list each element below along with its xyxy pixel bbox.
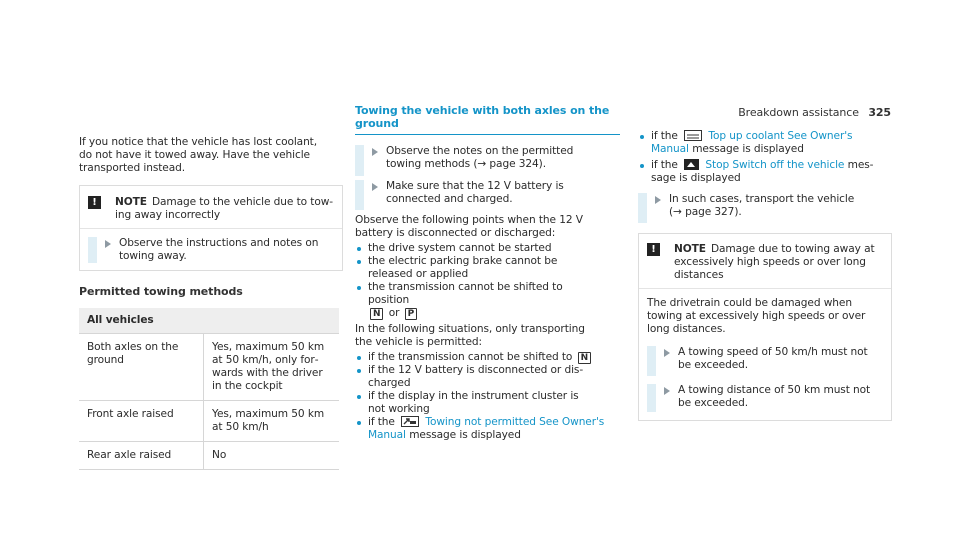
msg-post: message is displayed (692, 143, 804, 155)
note-step2: A towing distance of 50 km must not be exceeded. (678, 384, 871, 409)
coolant-intro: If you notice that the vehicle has lost coolant, do not have it towed away. Have the vehicle transported instead. (79, 136, 318, 174)
msg-post: message is displayed (651, 159, 874, 184)
messages-list (638, 130, 892, 185)
following-intro: In the following situations, only transporting the vehicle is permitted: (355, 323, 585, 348)
gear-or: or (388, 307, 400, 319)
step-arrow-icon (372, 183, 378, 191)
step-arrow-icon (655, 196, 661, 204)
table-row (79, 442, 339, 470)
note-step-distance (647, 384, 881, 412)
gear-p-symbol: P (405, 308, 418, 320)
table-cell-info: Yes, maximum 50 km at 50 km/h (204, 401, 340, 442)
observe-intro: Observe the following points when the 12 V battery is disconnected or discharged: (355, 214, 583, 239)
msg-pre: if the (651, 130, 678, 142)
points-list (355, 242, 620, 320)
step-arrow-icon (664, 349, 670, 357)
step2-text: Make sure that the 12 V battery is connected and charged. (386, 180, 564, 205)
list-item (355, 281, 598, 320)
column-2 (355, 104, 620, 442)
column-3 (638, 130, 892, 421)
note-title: NOTE (674, 243, 706, 255)
note-body: The drivetrain could be damaged when towing at excessively high speeds or over long distances. (647, 297, 866, 335)
table-cell-info: No (204, 442, 340, 470)
table-row (79, 334, 339, 401)
list-item (355, 416, 608, 442)
list-item: the electric parking brake cannot be released or applied (355, 255, 588, 281)
note-text: Damage to the vehicle due to towing away incorrectly (115, 196, 334, 221)
step1-text: Observe the notes on the permitted towing methods (→ page 324). (386, 145, 574, 170)
list-item (638, 130, 881, 156)
section-title: Breakdown assistance (738, 106, 859, 119)
note-content (674, 243, 883, 282)
note-box-incorrect-towing (79, 185, 343, 271)
column-1 (79, 136, 343, 470)
situations-list (355, 351, 620, 442)
list-item (355, 351, 620, 364)
table-header: All vehicles (79, 308, 339, 334)
table-cell-situation: Front axle raised (79, 401, 204, 442)
towing-both-axles-title: Towing the vehicle with both axles on the ground (355, 104, 610, 130)
towing-car-icon (401, 416, 419, 427)
note-step-speed (647, 346, 881, 376)
list-item: if the display in the instrument cluster is not working (355, 390, 593, 416)
list-item: the drive system cannot be started (355, 242, 620, 255)
msg-pre: if the (368, 416, 395, 428)
note-content (115, 196, 334, 222)
msg-post: message is displayed (409, 429, 521, 441)
gear-n-symbol: N (578, 352, 591, 364)
note-text: Damage due to towing away at excessively high speeds or over long distances (674, 243, 875, 281)
page-header (591, 106, 891, 119)
list-item-text: if the transmission cannot be shifted to (368, 351, 573, 363)
note-title: NOTE (115, 196, 147, 208)
note-box-excessive-speed (638, 233, 892, 421)
coolant-icon (684, 130, 702, 141)
gear-n-symbol: N (370, 308, 383, 320)
step-battery (355, 180, 620, 210)
list-item (638, 159, 891, 185)
stop-warning-icon (684, 159, 699, 170)
top-up-coolant-link[interactable]: Top up coolant See Owner's Manual (651, 130, 853, 155)
table-cell-situation: Rear axle raised (79, 442, 204, 470)
note-step1: A towing speed of 50 km/h must not be exceeded. (678, 346, 868, 371)
step-arrow-icon (664, 387, 670, 395)
step-transport (638, 193, 892, 223)
permitted-title: Permitted towing methods (79, 285, 243, 298)
step-observe-notes (355, 145, 620, 176)
warning-icon: ! (88, 196, 101, 209)
towing-methods-table (79, 308, 339, 470)
table-cell-info: Yes, maximum 50 km at 50 km/h, only forwards with the driver in the cockpit (204, 334, 340, 401)
step-arrow-icon (372, 148, 378, 156)
warning-icon: ! (647, 243, 660, 256)
table-cell-situation: Both axles on the ground (79, 334, 204, 401)
towing-not-permitted-link[interactable]: Towing not permitted See Owner's Manual (368, 416, 605, 441)
page-number: 325 (868, 106, 891, 119)
step-transport-text: In such cases, transport the vehicle (→ page 327). (669, 193, 855, 218)
table-row (79, 401, 339, 442)
list-item: if the 12 V battery is disconnected or discharged (355, 364, 588, 390)
list-item-text: the transmission cannot be shifted to position (368, 281, 563, 306)
msg-pre: if the (651, 159, 678, 171)
step-arrow-icon (105, 240, 111, 248)
note-step: Observe the instructions and notes on towing away. (119, 237, 319, 262)
stop-switch-off-link[interactable]: Stop Switch off the vehicle (705, 159, 845, 171)
